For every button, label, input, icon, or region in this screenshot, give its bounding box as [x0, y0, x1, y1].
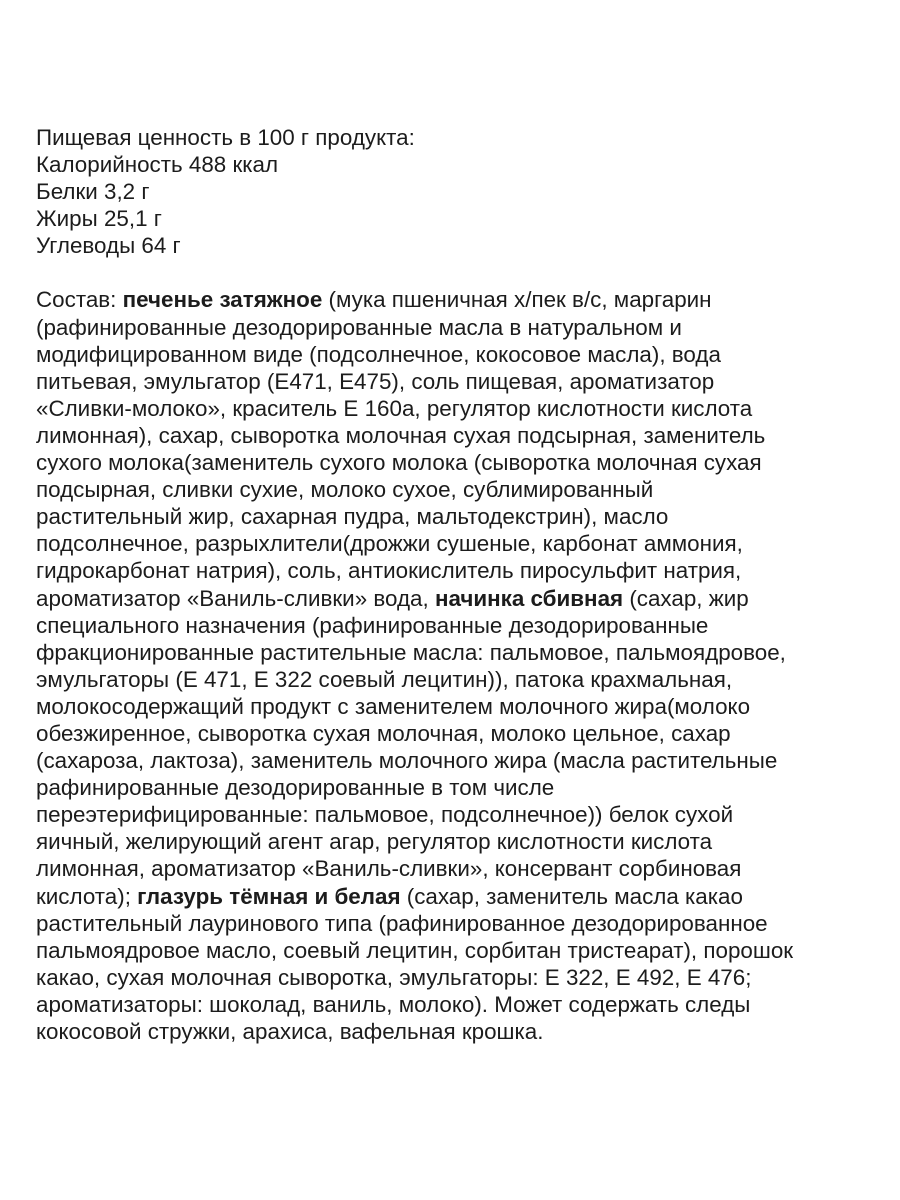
nutrition-fat: Жиры 25,1 г: [36, 206, 162, 232]
composition-line: [36, 557, 876, 584]
composition-text-run: ароматизаторы: шоколад, ваниль, молоко). Может содержать следы: [36, 991, 751, 1017]
composition-line: [36, 720, 876, 747]
composition-component-name: начинка сбивная: [434, 585, 624, 611]
composition-text-run: (мука пшеничная х/пек в/с, маргарин: [322, 287, 712, 313]
composition-line: [36, 883, 876, 910]
composition-text-run: подсырная, сливки сухие, молоко сухое, сублимированный: [36, 477, 654, 503]
composition-line: [36, 395, 876, 422]
composition-line: [36, 828, 876, 855]
composition-line: [36, 747, 876, 774]
composition-text-run: модифицированном виде (подсолнечное, кокосовое масла), вода: [36, 341, 721, 367]
composition-text-run: лимонная), сахар, сыворотка молочная сухая подсырная, заменитель: [36, 422, 766, 448]
composition-text-run: какао, сухая молочная сыворотка, эмульгаторы: Е 322, Е 492, Е 476;: [36, 964, 752, 990]
composition-line: [36, 937, 876, 964]
composition-line: [36, 368, 876, 395]
composition-text-run: специального назначения (рафинированные дезодорированные: [36, 612, 709, 638]
composition-text-run: питьевая, эмульгатор (Е471, Е475), соль пищевая, ароматизатор: [36, 368, 715, 394]
composition-text-run: молокосодержащий продукт с заменителем молочного жира(молоко: [36, 693, 751, 719]
composition-line: [36, 855, 876, 882]
nutrition-facts: [36, 124, 876, 259]
composition-text-run: рафинированные дезодорированные в том числе: [36, 775, 555, 801]
composition-text-run: пальмоядровое масло, соевый лецитин, сорбитан тристеарат), порошок: [36, 937, 794, 963]
product-info-document: [36, 124, 876, 1045]
composition-text-run: переэтерифицированные: пальмовое, подсолнечное)) белок сухой: [36, 802, 734, 828]
composition-text-run: растительный жир, сахарная пудра, мальтодекстрин), масло: [36, 504, 669, 530]
nutrition-carbohydrates: Углеводы 64 г: [36, 233, 181, 259]
composition-text: [36, 286, 876, 1045]
composition-line: [36, 612, 876, 639]
composition-text-run: (сахар, жир: [623, 585, 749, 611]
composition-line: [36, 639, 876, 666]
composition-line: [36, 314, 876, 341]
composition-line: [36, 666, 876, 693]
composition-text-run: гидрокарбонат натрия), соль, антиокислитель пиросульфит натрия,: [36, 558, 742, 584]
composition-text-run: кокосовой стружки, арахиса, вафельная крошка.: [36, 1019, 544, 1044]
composition-text-run: обезжиренное, сыворотка сухая молочная, молоко цельное, сахар: [36, 720, 731, 746]
composition-text-run: подсолнечное, разрыхлители(дрожжи сушеные, карбонат аммония,: [36, 531, 743, 557]
composition-line: [36, 530, 876, 557]
composition-line: [36, 286, 876, 313]
composition-text-run: лимонная, ароматизатор «Ваниль-сливки», консервант сорбиновая: [36, 856, 742, 882]
composition-text-run: растительный лауринового типа (рафинированное дезодорированное: [36, 910, 768, 936]
composition-line: [36, 693, 876, 720]
composition-text-run: (сахар, заменитель масла какао: [400, 883, 743, 909]
composition-line: [36, 503, 876, 530]
composition-line: [36, 585, 876, 612]
composition-component-name: глазурь тёмная и белая: [137, 883, 401, 909]
composition-text-run: (рафинированные дезодорированные масла в натуральном и: [36, 314, 682, 340]
nutrition-calories: Калорийность 488 ккал: [36, 152, 279, 178]
composition-line: [36, 910, 876, 937]
composition-text-run: яичный, желирующий агент агар, регулятор кислотности кислота: [36, 829, 713, 855]
composition-text-run: Состав:: [36, 287, 123, 313]
composition-line: [36, 449, 876, 476]
composition-text-run: кислота);: [36, 883, 138, 909]
composition-text-run: фракционированные растительные масла: пальмовое, пальмоядровое,: [36, 639, 786, 665]
composition-text-run: ароматизатор «Ваниль-сливки» вода,: [36, 585, 435, 611]
composition-text-run: «Сливки-молоко», краситель Е 160а, регулятор кислотности кислота: [36, 395, 753, 421]
composition-text-run: эмульгаторы (Е 471, Е 322 соевый лецитин)), патока крахмальная,: [36, 666, 733, 692]
composition-line: [36, 991, 876, 1018]
nutrition-heading: Пищевая ценность в 100 г продукта:: [36, 125, 415, 150]
composition-line: [36, 964, 876, 991]
composition-component-name: печенье затяжное: [122, 287, 323, 313]
nutrition-protein: Белки 3,2 г: [36, 179, 150, 205]
composition-line: [36, 801, 876, 828]
composition-line: [36, 1018, 876, 1045]
composition-line: [36, 774, 876, 801]
composition-line: [36, 341, 876, 368]
composition-text-run: (сахароза, лактоза), заменитель молочного жира (масла растительные: [36, 748, 778, 774]
composition-line: [36, 476, 876, 503]
composition-line: [36, 422, 876, 449]
composition-text-run: сухого молока(заменитель сухого молока (сыворотка молочная сухая: [36, 450, 762, 476]
